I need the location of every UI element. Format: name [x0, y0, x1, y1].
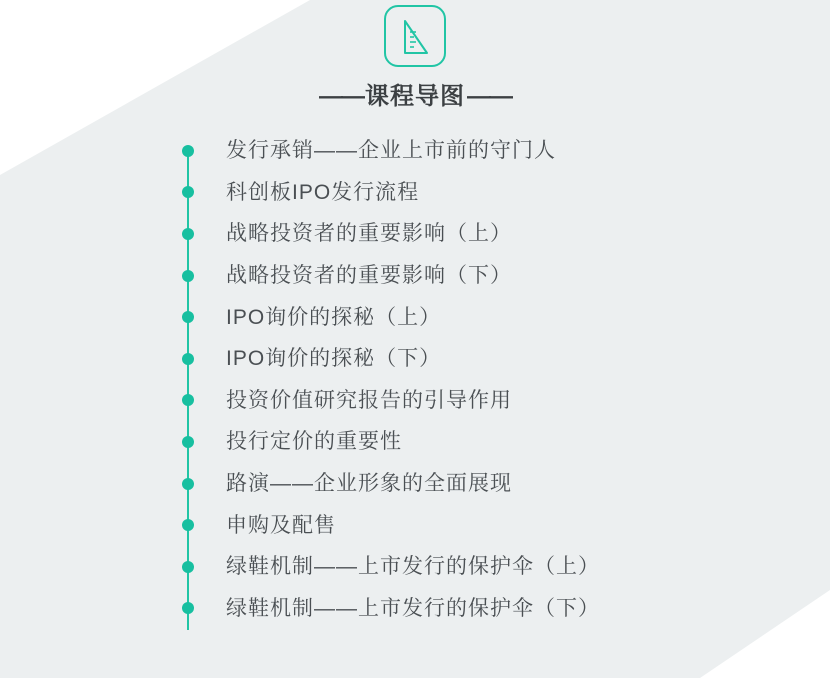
list-item[interactable] [170, 130, 790, 172]
timeline-dot-icon [182, 478, 194, 490]
timeline-dot-icon [182, 228, 194, 240]
title-dash-left: —— [319, 83, 363, 110]
list-item[interactable] [170, 380, 790, 422]
list-item[interactable] [170, 546, 790, 588]
timeline-dot-icon [182, 436, 194, 448]
list-item-label: 申购及配售 [226, 513, 336, 537]
list-item-label: 战略投资者的重要影响（上） [226, 222, 512, 246]
list-item-label: 投资价值研究报告的引导作用 [226, 388, 512, 412]
list-item[interactable] [170, 338, 790, 380]
list-item-label: 发行承销——企业上市前的守门人 [226, 139, 556, 163]
timeline-dot-icon [182, 270, 194, 282]
list-item-label: 绿鞋机制——上市发行的保护伞（上） [226, 555, 600, 579]
timeline-dot-icon [182, 602, 194, 614]
timeline-dot-icon [182, 311, 194, 323]
timeline-dot-icon [182, 186, 194, 198]
list-item-label: 战略投资者的重要影响（下） [226, 264, 512, 288]
timeline-dot-icon [182, 353, 194, 365]
course-timeline [170, 130, 790, 629]
timeline-dot-icon [182, 394, 194, 406]
list-item-label: 投行定价的重要性 [226, 430, 402, 454]
page-title [0, 76, 830, 111]
timeline-dot-icon [182, 519, 194, 531]
title-text: 课程导图 [365, 83, 465, 110]
list-item[interactable] [170, 255, 790, 297]
list-item[interactable] [170, 296, 790, 338]
list-item[interactable] [170, 463, 790, 505]
timeline-dot-icon [182, 145, 194, 157]
list-item-label: IPO询价的探秘（下） [226, 347, 442, 371]
list-item-label: 绿鞋机制——上市发行的保护伞（下） [226, 596, 600, 620]
title-dash-right: —— [467, 83, 511, 110]
list-item[interactable] [170, 213, 790, 255]
list-item[interactable] [170, 421, 790, 463]
list-item-label: 路演——企业形象的全面展现 [226, 472, 512, 496]
list-item[interactable] [170, 172, 790, 214]
list-item[interactable] [170, 588, 790, 630]
list-item-label: 科创板IPO发行流程 [226, 180, 420, 204]
ruler-triangle-icon [384, 5, 446, 67]
list-item-label: IPO询价的探秘（上） [226, 305, 442, 329]
timeline-dot-icon [182, 561, 194, 573]
list-item[interactable] [170, 504, 790, 546]
